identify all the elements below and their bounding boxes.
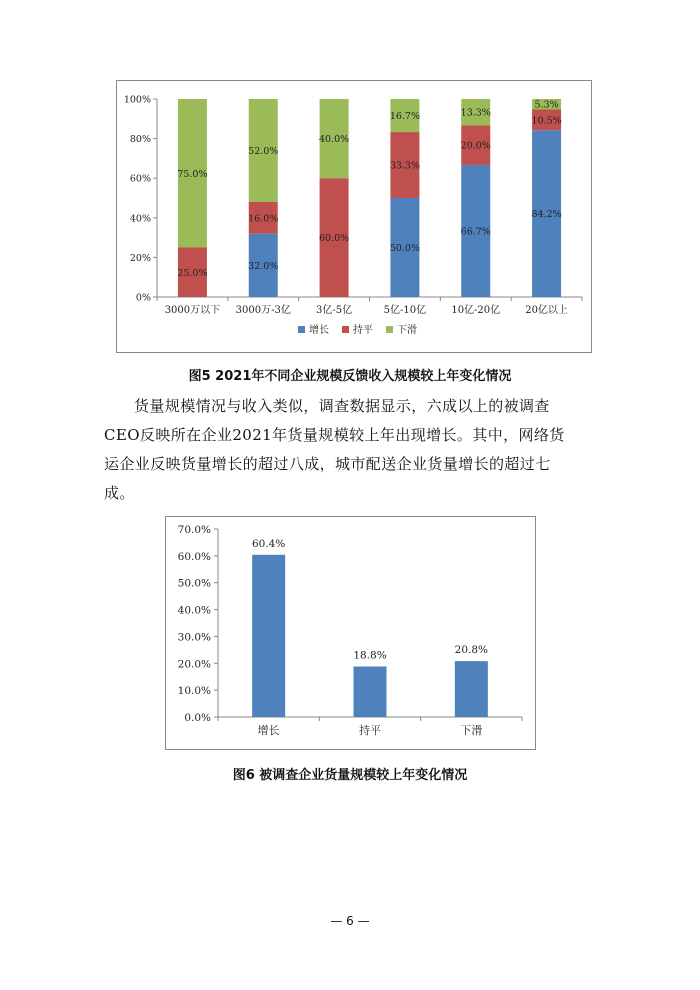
y-tick-label: 50.0%: [177, 577, 211, 590]
figure5-chart: [116, 80, 592, 353]
y-tick-label: 10.0%: [177, 685, 211, 698]
data-label: 13.3%: [460, 107, 491, 119]
legend-label: 增长: [309, 325, 329, 336]
data-label: 40.0%: [318, 134, 350, 146]
y-tick-label: 20%: [129, 252, 151, 264]
legend-label: 持平: [353, 325, 373, 336]
paragraph-line: 货量规模情况与收入类似，调查数据显示，六成以上的被调查: [134, 397, 550, 415]
y-tick-label: 0.0%: [184, 712, 211, 724]
bar: [252, 555, 285, 717]
x-tick-label: 3000万-3亿: [235, 305, 291, 316]
data-label: 25.0%: [177, 267, 208, 279]
data-label: 60.0%: [318, 233, 350, 245]
legend-label: 下滑: [397, 325, 417, 336]
y-tick-label: 70.0%: [177, 524, 211, 536]
data-label: 75.0%: [177, 168, 208, 180]
y-tick-label: 100%: [123, 94, 151, 106]
x-tick-label: 10亿-20亿: [451, 305, 501, 316]
figure6-svg: [166, 517, 535, 749]
y-tick-label: 0%: [135, 292, 151, 304]
figure6-chart: [165, 516, 536, 750]
paragraph-line: 成。: [104, 484, 135, 502]
y-tick-label: 40%: [129, 213, 151, 225]
x-tick-label: 下滑: [460, 724, 483, 737]
data-label: 5.3%: [534, 99, 559, 111]
data-label: 66.7%: [460, 226, 491, 238]
x-tick-label: 3000万以下: [164, 305, 221, 316]
legend-swatch-持平: [342, 326, 349, 333]
data-label: 32.0%: [248, 260, 279, 272]
data-label: 50.0%: [389, 243, 421, 254]
paragraph-line: CEO反映所在企业2021年货量规模较上年出现增长。其中，网络货: [104, 426, 565, 444]
figure5-caption: 图5 2021年不同企业规模反馈收入规模较上年变化情况: [188, 369, 512, 384]
x-tick-label: 3亿-5亿: [316, 305, 353, 316]
y-tick-label: 60.0%: [177, 550, 211, 563]
x-tick-label: 持平: [359, 724, 381, 737]
data-label: 16.7%: [389, 111, 421, 123]
data-label: 16.0%: [248, 213, 279, 225]
y-tick-label: 40.0%: [177, 604, 211, 617]
x-tick-label: 增长: [257, 724, 280, 737]
data-label: 20.8%: [454, 644, 489, 657]
data-label: 52.0%: [248, 145, 279, 157]
data-label: 33.3%: [389, 160, 421, 172]
paragraph-line: 运企业反映货量增长的超过八成，城市配送企业货量增长的超过七: [104, 455, 551, 473]
legend-swatch-增长: [298, 326, 305, 333]
data-label: 20.0%: [460, 140, 491, 152]
legend-swatch-下滑: [386, 326, 393, 333]
y-tick-label: 80%: [129, 134, 151, 146]
data-label: 10.5%: [531, 115, 562, 127]
x-tick-label: 5亿-10亿: [383, 305, 427, 316]
figure6-caption: 图6 被调查企业货量规模较上年变化情况: [232, 768, 468, 783]
data-label: 84.2%: [531, 209, 562, 221]
y-tick-label: 60%: [129, 173, 151, 185]
bar: [354, 667, 387, 717]
data-label: 60.4%: [251, 537, 286, 550]
y-tick-label: 30.0%: [177, 631, 211, 644]
body-paragraph: [104, 392, 598, 508]
x-tick-label: 20亿以上: [525, 305, 568, 316]
y-tick-label: 20.0%: [177, 658, 211, 671]
data-label: 18.8%: [353, 649, 387, 662]
bar: [455, 661, 488, 717]
figure5-svg: [117, 81, 591, 352]
page-number: — 6 —: [330, 914, 370, 928]
